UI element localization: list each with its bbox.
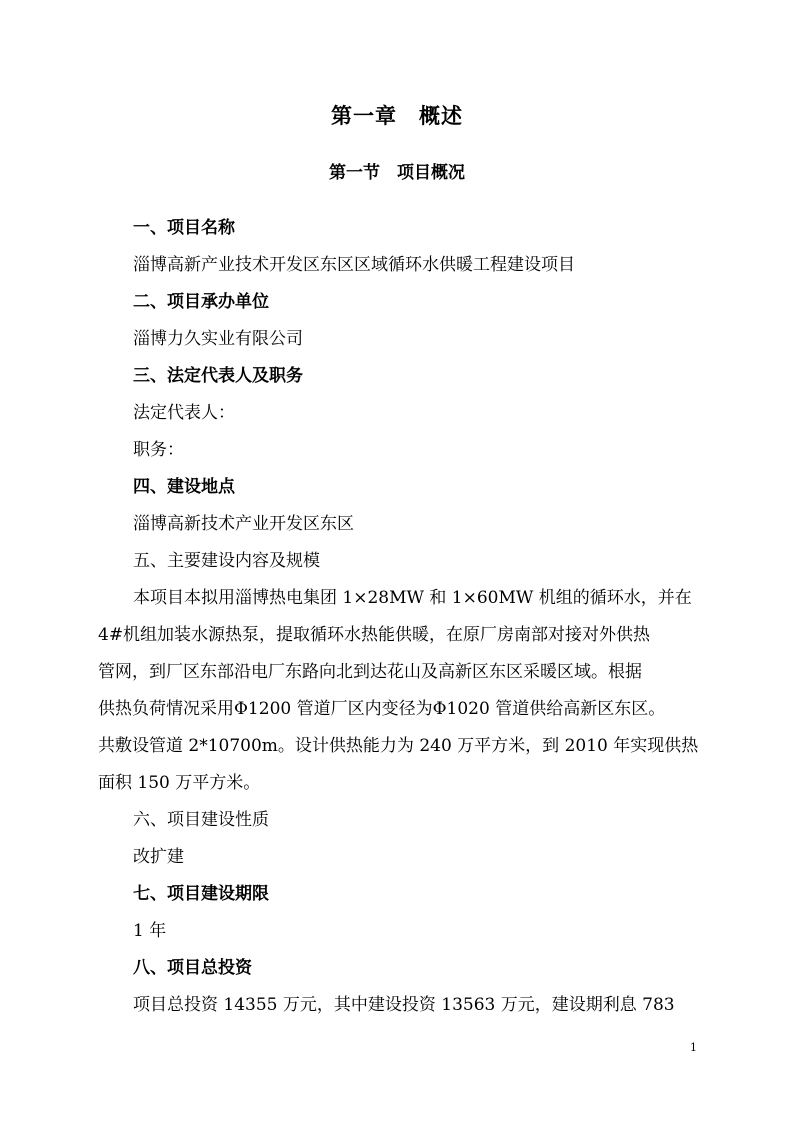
scope-line: 面积 150 万平方米。: [98, 773, 261, 793]
heading-scope: 五、主要建设内容及规模: [133, 551, 320, 571]
section-title: 第一节 项目概况: [329, 163, 465, 183]
heading-location: 四、建设地点: [133, 477, 235, 497]
scope-line: 管网，到厂区东部沿电厂东路向北到达花山及高新区东区采暖区域。根据: [98, 662, 642, 682]
scope-paragraph: [98, 580, 699, 802]
chapter-title: 第一章 概述: [331, 104, 463, 128]
position-text: 职务：: [133, 440, 184, 460]
heading-sponsor: 二、项目承办单位: [133, 292, 269, 312]
scope-line: 4#机组加装水源热泵，提取循环水热能供暖，在原厂房南部对接对外供热: [98, 625, 651, 645]
scope-line: 供热负荷情况采用Φ1200 管道厂区内变径为Φ1020 管道供给高新区东区。: [98, 699, 666, 719]
page-number: 1: [690, 1041, 697, 1054]
heading-investment: 八、项目总投资: [133, 958, 252, 978]
nature-text: 改扩建: [133, 847, 184, 867]
heading-project-name: 一、项目名称: [133, 218, 235, 238]
scope-line: 本项目本拟用淄博热电集团 1×28MW 和 1×60MW 机组的循环水，并在: [133, 588, 692, 608]
scope-line: 共敷设管道 2*10700m。设计供热能力为 240 万平方米，到 2010 年实现供热: [98, 736, 699, 756]
heading-nature: 六、项目建设性质: [133, 810, 269, 830]
heading-legal-rep: 三、法定代表人及职务: [133, 366, 303, 386]
project-name-text: 淄博高新产业技术开发区东区区域循环水供暖工程建设项目: [133, 255, 575, 275]
investment-text: 项目总投资 14355 万元，其中建设投资 13563 万元，建设期利息 783: [133, 995, 675, 1015]
heading-period: 七、项目建设期限: [133, 884, 269, 904]
period-text: 1 年: [133, 921, 167, 941]
location-text: 淄博高新技术产业开发区东区: [133, 514, 354, 534]
sponsor-text: 淄博力久实业有限公司: [133, 329, 303, 349]
legal-rep-text: 法定代表人：: [133, 403, 235, 423]
document-body: [98, 210, 699, 1024]
